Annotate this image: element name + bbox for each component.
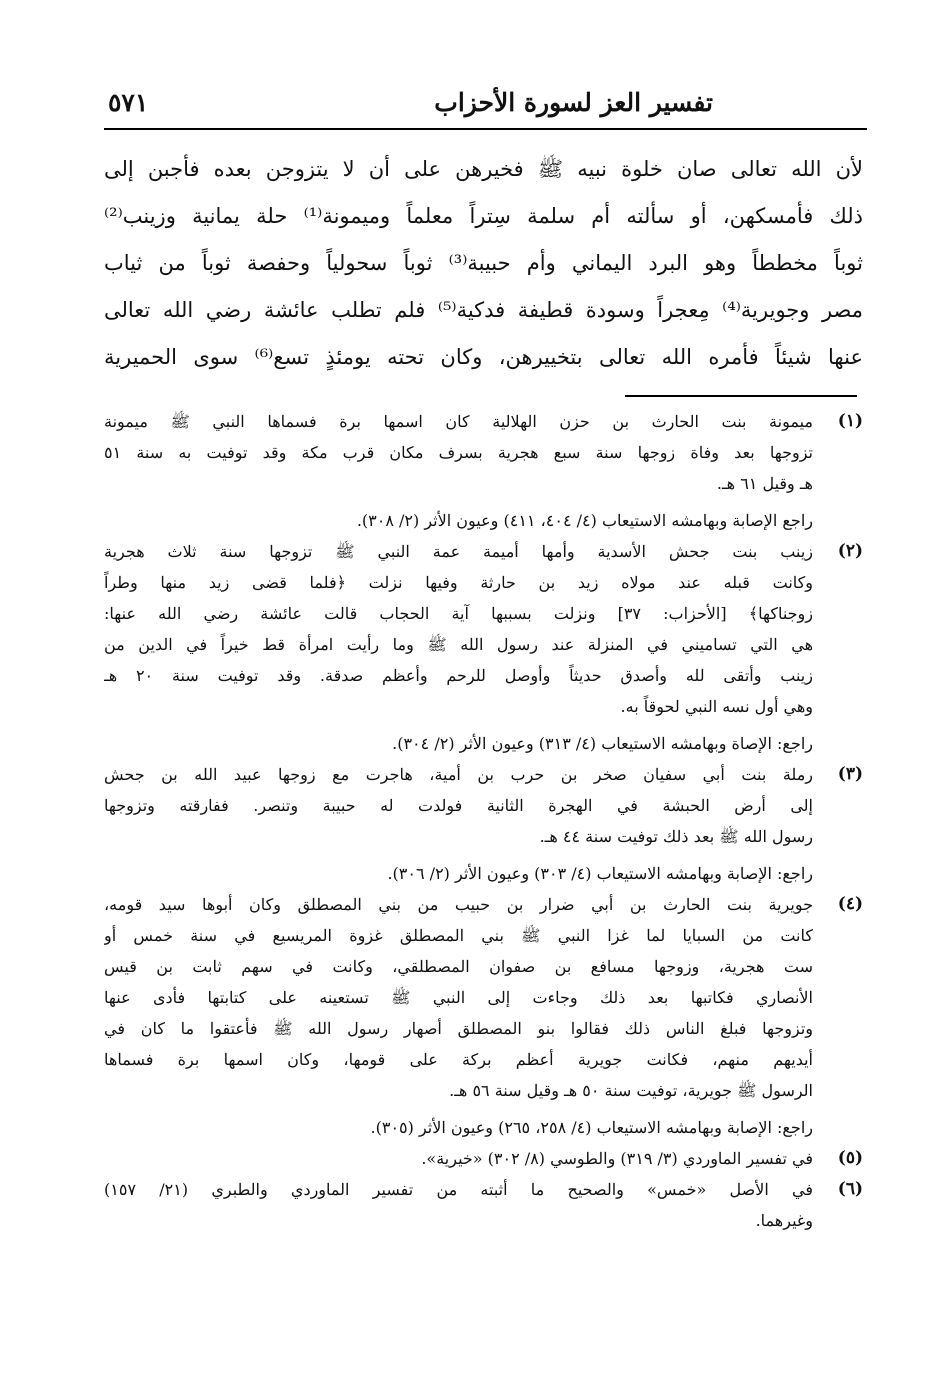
- footnote-line: وتزوجها فبلغ الناس ذلك فقالوا بنو المصطلق أصهار رسول الله ﷺ فأعتقوا ما كان في: [104, 1019, 813, 1038]
- footnote-reference: راجع الإصابة وبهامشه الاستيعاب (٤/ ٤٠٤، ٤١١) وعيون الأثر (٢/ ٣٠٨).: [356, 511, 813, 530]
- text-line: لأن الله تعالى صان خلوة نبيه ﷺ فخيرهن على أن لا يتزوجن بعده فأجبن إلى: [104, 157, 863, 181]
- running-header: [108, 86, 863, 126]
- footnote-line: إلى أرض الحبشة في الهجرة الثانية فولدت له حبيبة وتنصر. ففارقته وتزوجها: [104, 796, 813, 815]
- footnote-line: زينب بنت جحش الأسدية وأمها أميمة عمة النبي ﷺ تزوجها سنة ثلاث هجرية: [104, 542, 813, 561]
- footnote-number: (٥): [837, 1148, 863, 1168]
- footnote: [104, 889, 863, 1143]
- main-text: [104, 146, 863, 381]
- footnote-line: هـ وقيل ٦١ هـ.: [716, 474, 813, 493]
- footnote-line: أيديهم منهم، فكانت جويرية أعظم بركة على قومها، وكان اسمها برة فسماها: [104, 1050, 813, 1069]
- text-line: ثوباً مخططاً وهو البرد اليماني وأم حبيبة⁽³⁾ ثوباً سحولياً وحفصة ثوباً من ثياب: [104, 251, 863, 275]
- footnote: [104, 1174, 863, 1236]
- footnote-line: الأنصاري فكاتبها بعد ذلك وجاءت إلى النبي ﷺ تستعينه على كتابتها فأدى عنها: [104, 988, 813, 1007]
- footnote: [104, 406, 863, 536]
- text-line: ذلك فأمسكهن، أو سألته أم سلمة سِتراً معلماً وميمونة⁽¹⁾ حلة يمانية وزينب⁽²⁾: [104, 204, 863, 228]
- footnote-line: وكانت قبله عند مولاه زيد بن حارثة وفيها نزلت ﴿فلما قضى زيد منها وطراً: [104, 573, 813, 592]
- footnote-line: زوجناكها﴾ [الأحزاب: ٣٧] ونزلت بسببها آية الحجاب قالت عائشة رضي الله عنها:: [104, 604, 813, 623]
- footnote-separator: [625, 395, 857, 397]
- footnote: [104, 759, 863, 889]
- footnote-line: جويرية بنت الحارث بن أبي ضرار بن حبيب من بني المصطلق وكان أبوها سيد قومه،: [104, 895, 813, 914]
- footnote-line: الرسول ﷺ جويرية، توفيت سنة ٥٠ هـ وقيل سنة ٥٦ هـ.: [449, 1081, 813, 1100]
- footnote-line: تزوجها بعد وفاة زوجها سنة سبع هجرية بسرف مكان قرب مكة وقد توفيت به سنة ٥١: [104, 443, 813, 462]
- footnote-line: في الأصل «خمس» والصحيح ما أثبته من تفسير الماوردي والطبري (٢١/ ١٥٧): [104, 1180, 813, 1199]
- footnote-number: (٣): [837, 764, 863, 784]
- footnote-reference: راجع: الإصابة وبهامشه الاستيعاب (٤/ ٢٥٨، ٢٦٥) وعيون الأثر (٣٠٥).: [370, 1118, 813, 1137]
- footnote-number: (١): [837, 411, 863, 431]
- footnote-number: (٢): [837, 541, 863, 561]
- footnote: [104, 536, 863, 759]
- footnote-line: في تفسير الماوردي (٣/ ٣١٩) والطوسي (٨/ ٣٠٢) «خيرية».: [421, 1149, 813, 1168]
- footnote-reference: راجع: الإصاة وبهامشه الاستيعاب (٤/ ٣١٣) وعيون الأثر (٢/ ٣٠٤).: [392, 734, 813, 753]
- footnote-line: وغيرهما.: [755, 1211, 813, 1230]
- footnote-number: (٦): [837, 1179, 863, 1199]
- text-line: مصر وجويرية⁽⁴⁾ مِعجراً وسودة قطيفة فدكية⁽⁵⁾ فلم تطلب عائشة رضي الله تعالى: [104, 298, 863, 322]
- footnote: [104, 1143, 863, 1174]
- footnote-line: كانت من السبايا لما غزا النبي ﷺ بني المصطلق غزوة المريسيع في سنة خمس أو: [104, 926, 813, 945]
- footnotes: [104, 406, 863, 1236]
- footnote-line: هي التي تساميني في المنزلة عند رسول الله ﷺ وما رأيت امرأة قط خيراً في الدين من: [104, 635, 813, 654]
- footnote-line: ميمونة بنت الحارث بن حزن الهلالية كان اسمها برة فسماها النبي ﷺ ميمونة: [104, 412, 813, 431]
- footnote-line: رسول الله ﷺ بعد ذلك توفيت سنة ٤٤ هـ.: [539, 827, 813, 846]
- running-title: تفسير العز لسورة الأحزاب: [434, 88, 713, 117]
- text-line: عنها شيئاً فأمره الله تعالى بتخييرهن، وكان تحته يومئذٍ تسع⁽⁶⁾ سوى الحميرية: [104, 345, 863, 369]
- header-rule: [104, 128, 867, 130]
- footnote-line: رملة بنت أبي سفيان صخر بن حرب بن أمية، هاجرت مع زوجها عبيد الله بن جحش: [104, 765, 813, 784]
- page-number: ٥٧١: [108, 88, 149, 117]
- footnote-reference: راجع: الإصابة وبهامشه الاستيعاب (٤/ ٣٠٣) وعيون الأثر (٢/ ٣٠٦).: [387, 864, 813, 883]
- footnote-number: (٤): [837, 894, 863, 914]
- footnote-line: زينب وأتقى لله وأصدق حديثاً وأوصل للرحم وأعظم صدقة. وقد توفيت سنة ٢٠ هـ: [104, 666, 813, 685]
- footnote-line: وهي أول نسه النبي لحوقاً به.: [620, 697, 813, 716]
- footnote-line: ست هجرية، وزوجها مسافع بن صفوان المصطلقي، وكانت في سهم ثابت بن قيس: [104, 957, 813, 976]
